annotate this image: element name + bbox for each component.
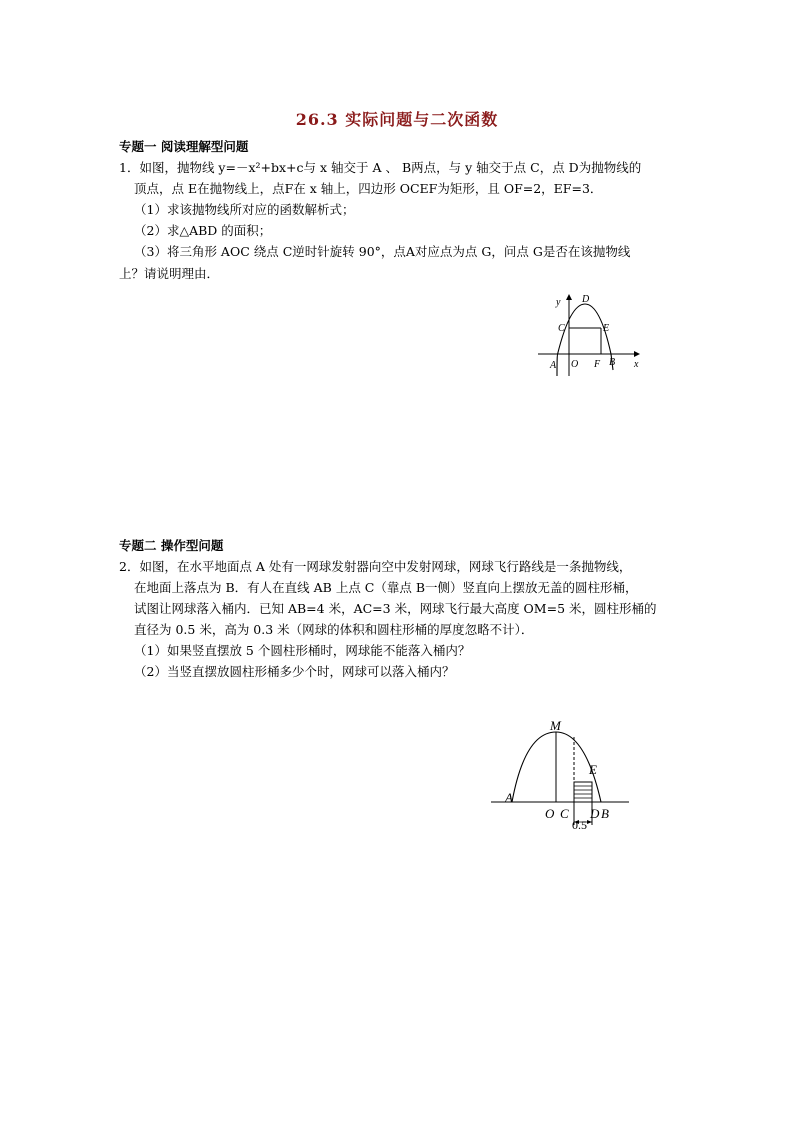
label-x: x xyxy=(634,359,639,370)
x-axis-arrow xyxy=(634,351,640,357)
label-c: C xyxy=(560,806,569,821)
q2-sub1: （1）如果竖直摆放 5 个圆柱形桶时，网球能不能落入桶内？ xyxy=(134,643,471,658)
label-d: D xyxy=(590,806,600,821)
label-o: O xyxy=(571,359,579,370)
y-axis-arrow xyxy=(566,294,572,300)
label-b: B xyxy=(601,806,609,821)
label-c: C xyxy=(558,323,565,334)
q1-line1: 1．如图，抛物线 y=－x²+bx+c与 x 轴交于 A 、 B两点，与 y 轴交于点 C，点 D为抛物线的 xyxy=(119,160,642,175)
page-title: 26.3 实际问题与二次函数 xyxy=(295,110,499,129)
label-y: y xyxy=(556,297,561,308)
parabola-curve xyxy=(557,304,616,376)
q1-sub3-line2: 上？请说明理由． xyxy=(119,266,220,281)
q1-sub2: （2）求△ABD 的面积； xyxy=(134,223,272,238)
bucket-stack xyxy=(574,782,592,802)
topic1-heading: 专题一 阅读理解型问题 xyxy=(119,139,249,154)
q2-sub2: （2）当竖直摆放圆柱形桶多少个时，网球可以落入桶内？ xyxy=(134,664,455,679)
q2-line1: 2．如图，在水平地面点 A 处有一网球发射器向空中发射网球，网球飞行路线是一条抛物线， xyxy=(119,559,632,574)
label-m: M xyxy=(550,718,561,733)
figure-1 xyxy=(530,290,650,380)
topic2-heading: 专题二 操作型问题 xyxy=(119,538,224,553)
q2-line3: 试图让网球落入桶内．已知 AB=4 米，AC=3 米，网球飞行最大高度 OM=5 米，圆柱形桶的 xyxy=(134,601,657,616)
label-b: B xyxy=(609,357,616,368)
label-a: A xyxy=(550,360,557,371)
q1-sub1: （1）求该抛物线所对应的函数解析式； xyxy=(134,202,355,217)
label-a: A xyxy=(505,790,513,805)
q1-sub3-line1: （3）将三角形 AOC 绕点 C逆时针旋转 90°，点A对应点为点 G，问点 G是否在该抛物线 xyxy=(134,244,631,259)
label-e: E xyxy=(589,762,597,777)
label-e: E xyxy=(603,323,610,334)
q2-line4: 直径为 0.5 米，高为 0.3 米（网球的体积和圆柱形桶的厚度忽略不计）． xyxy=(134,622,534,637)
label-d: D xyxy=(582,294,590,305)
q2-line2: 在地面上落点为 B．有人在直线 AB 上点 C（靠点 B一侧）竖直向上摆放无盖的圆柱形桶， xyxy=(134,580,638,595)
figure-2 xyxy=(485,715,635,835)
label-f: F xyxy=(594,359,601,370)
label-width: 0.5 xyxy=(572,818,587,832)
label-o: O xyxy=(545,806,555,821)
q1-line2: 顶点，点 E在抛物线上，点F在 x 轴上，四边形 OCEF为矩形，且 OF=2，EF=3． xyxy=(134,181,603,196)
